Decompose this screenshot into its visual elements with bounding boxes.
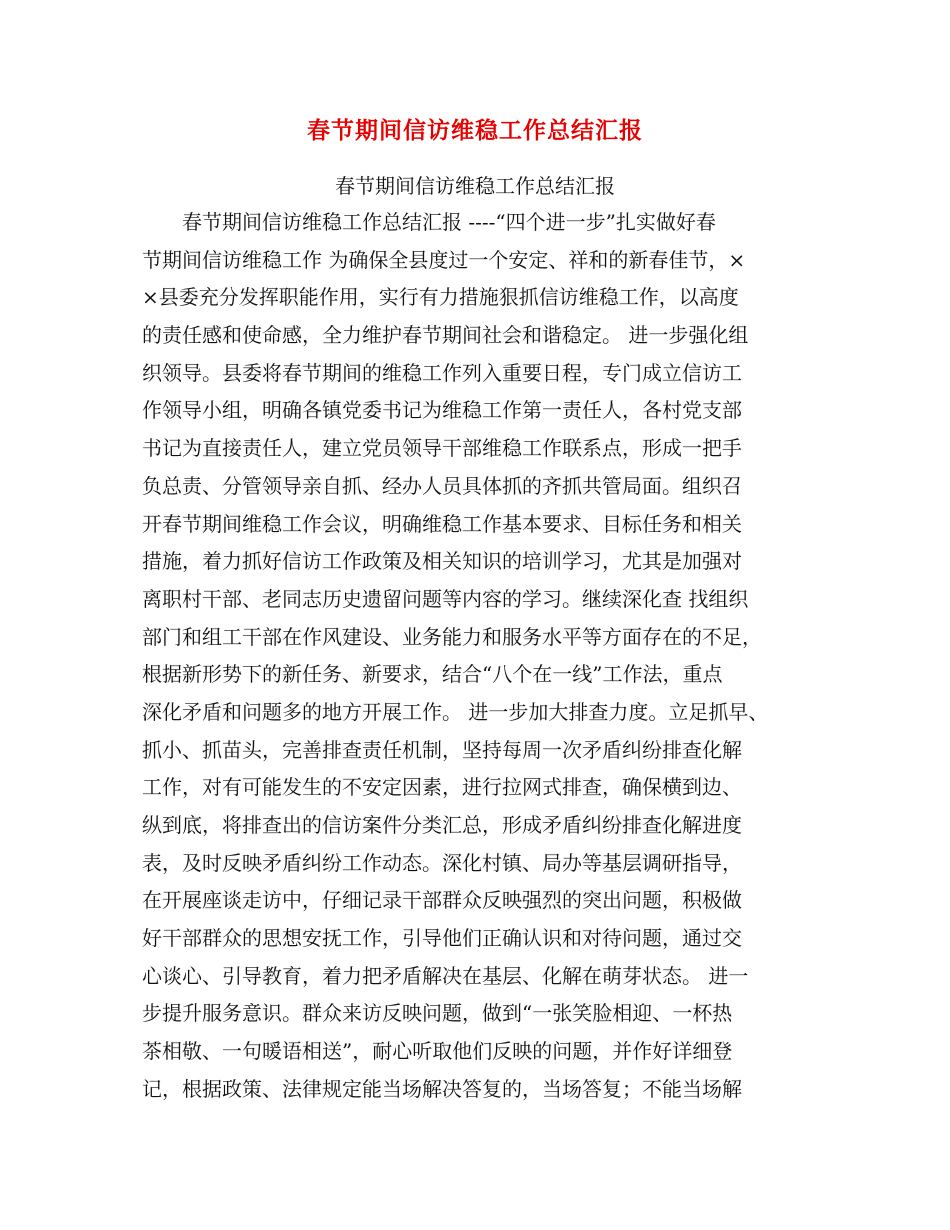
- body-line: ×县委充分发挥职能作用，实行有力措施狠抓信访维稳工作，以高度: [142, 285, 739, 310]
- document-title: 春节期间信访维稳工作总结汇报: [307, 117, 643, 144]
- body-line: 作领导小组，明确各镇党委书记为维稳工作第一责任人，各村党支部: [142, 398, 742, 423]
- body-line: 工作，对有可能发生的不安定因素，进行拉网式排查，确保横到边、: [142, 775, 742, 800]
- body-line: 心谈心、引导教育，着力把矛盾解决在基层、化解在萌芽状态。 进一: [142, 963, 749, 988]
- body-line: 步提升服务意识。群众来访反映问题，做到“一张笑脸相迎、一杯热: [142, 1001, 733, 1026]
- body-line: 开春节期间维稳工作会议，明确维稳工作基本要求、目标任务和相关: [142, 511, 742, 536]
- body-line: 表，及时反映矛盾纠纷工作动态。深化村镇、局办等基层调研指导，: [142, 850, 742, 875]
- body-line: 根据新形势下的新任务、新要求，结合“八个在一线”工作法，重点: [142, 662, 723, 687]
- body-line: 茶相敬、一句暖语相送”，耐心听取他们反映的问题，并作好详细登: [142, 1039, 733, 1064]
- body-line: 织领导。县委将春节期间的维稳工作列入重要日程，专门成立信访工: [142, 360, 742, 385]
- body-line: 负总责、分管领导亲自抓、经办人员具体抓的齐抓共管局面。组织召: [142, 473, 742, 498]
- body-line: 纵到底，将排查出的信访案件分类汇总，形成矛盾纠纷排查化解进度: [142, 813, 742, 837]
- body-line: 措施，着力抓好信访工作政策及相关知识的培训学习，尤其是加强对: [142, 549, 742, 574]
- body-line: 的责任感和使命感，全力维护春节期间社会和谐稳定。 进一步强化组: [142, 323, 749, 348]
- body-line: 在开展座谈走访中，仔细记录干部群众反映强烈的突出问题，积极做: [142, 888, 742, 913]
- document-subtitle: 春节期间信访维稳工作总结汇报: [335, 174, 615, 198]
- document-body: [142, 204, 822, 1109]
- body-line: 春节期间信访维稳工作总结汇报 ----“四个进一步”扎实做好春: [142, 210, 716, 234]
- body-line: 记，根据政策、法律规定能当场解决答复的，当场答复；不能当场解: [142, 1076, 742, 1101]
- body-line: 抓小、抓苗头，完善排查责任机制，坚持每周一次矛盾纠纷排查化解: [142, 737, 742, 762]
- body-line: 部门和组工干部在作风建设、业务能力和服务水平等方面存在的不足，: [142, 624, 762, 649]
- body-line: 书记为直接责任人，建立党员领导干部维稳工作联系点，形成一把手: [142, 436, 742, 461]
- body-line: 节期间信访维稳工作 为确保全县度过一个安定、祥和的新春佳节，×: [142, 247, 746, 272]
- body-line: 深化矛盾和问题多的地方开展工作。 进一步加大排查力度。立足抓早、: [142, 699, 769, 724]
- body-line: 离职村干部、老同志历史遗留问题等内容的学习。继续深化查 找组织: [142, 586, 749, 611]
- body-line: 好干部群众的思想安抚工作，引导他们正确认识和对待问题，通过交: [142, 926, 742, 951]
